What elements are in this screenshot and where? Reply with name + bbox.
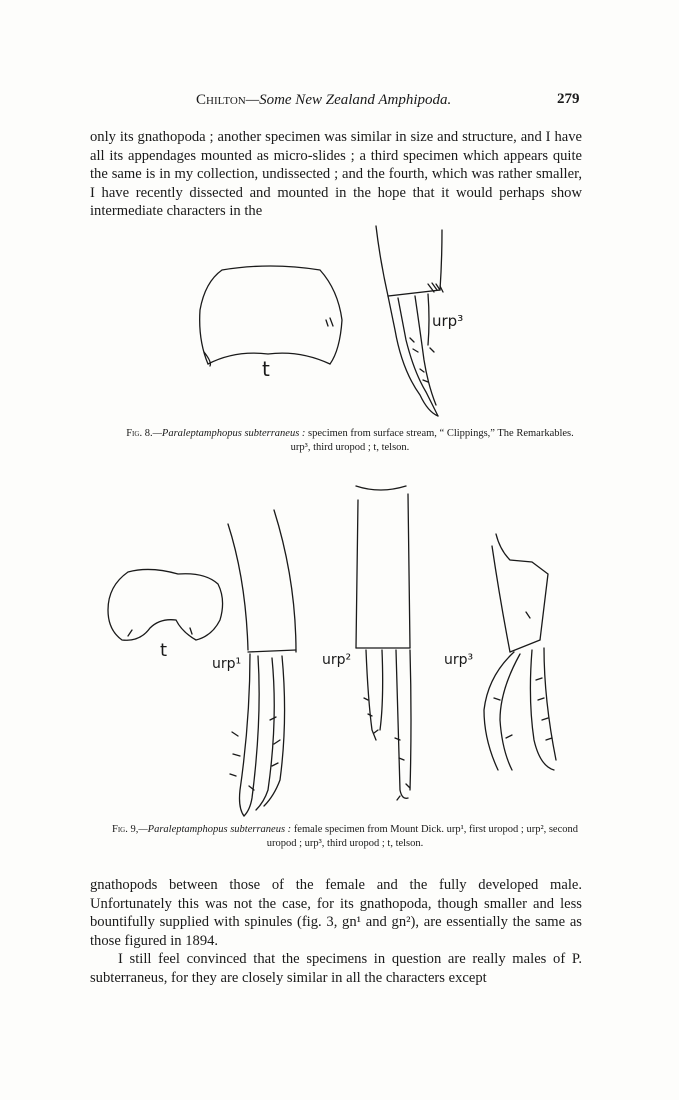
fig9-caption-species: —Paraleptamphopus subterraneus :	[138, 824, 292, 835]
fig9-caption-text: female specimen from Mount Dick. urp¹, first uropod ; urp², second uropod ; urp³, third uropod ; t, telson.	[266, 824, 578, 849]
fig9-label-urp1: urp¹	[212, 656, 242, 672]
fig8-caption-species: —Paraleptamphopus subterraneus :	[152, 428, 306, 439]
fig8-label-urp3: urp³	[432, 312, 464, 330]
fig9-label-urp2: urp²	[322, 652, 352, 668]
figure-8-caption	[120, 427, 580, 455]
fig8-caption-number: Fig. 8.	[126, 428, 153, 439]
header-author: Chilton	[196, 92, 246, 108]
page-number: 279	[557, 91, 580, 107]
figure-9-caption	[110, 823, 580, 851]
fig8-uropod3-outline	[376, 226, 442, 296]
fig9-label-urp3: urp³	[444, 652, 474, 668]
header-title: —Some New Zealand Amphipoda.	[245, 92, 452, 108]
fig8-telson-outline	[200, 266, 342, 364]
fig8-caption-text: specimen from surface stream, “ Clippings,” The Remarkables. urp³, third uropod ; t, telson.	[290, 428, 574, 453]
fig8-label-t: t	[262, 357, 270, 381]
fig9-uropod2-outline	[356, 486, 410, 648]
paragraph-continued-text: gnathopods between those of the female and the fully developed male. Unfortunately this was not the case, for its gnathopoda, though smaller and less bountifully supplied with spinules (fig. 3, gn¹ and gn²), are essentially the same as those figured in 1894.	[90, 877, 582, 949]
fig9-uropod3-outline	[492, 534, 548, 652]
fig9-uropod1-outline	[228, 510, 296, 652]
paragraph-continued	[90, 876, 582, 950]
paragraph-conclusion	[90, 950, 582, 987]
fig9-telson-outline	[108, 569, 223, 640]
fig9-label-t: t	[160, 640, 168, 661]
paragraph-conclusion-text: I still feel convinced that the specimens in question are really males of P. subterraneus, for they are closely similar in all the characters except	[90, 951, 582, 986]
paragraph-top-text: only its gnathopoda ; another specimen was similar in size and structure, and I have all its appendages mounted as micro-slides ; a third specimen which appears quite the same is in my collection, undissected ; and the fourth, which was rather smaller, I have recently dissected and mounted in the hope that it would perhaps show intermediate characters in the	[90, 129, 582, 220]
fig9-caption-number: Fig. 9,	[111, 824, 139, 835]
